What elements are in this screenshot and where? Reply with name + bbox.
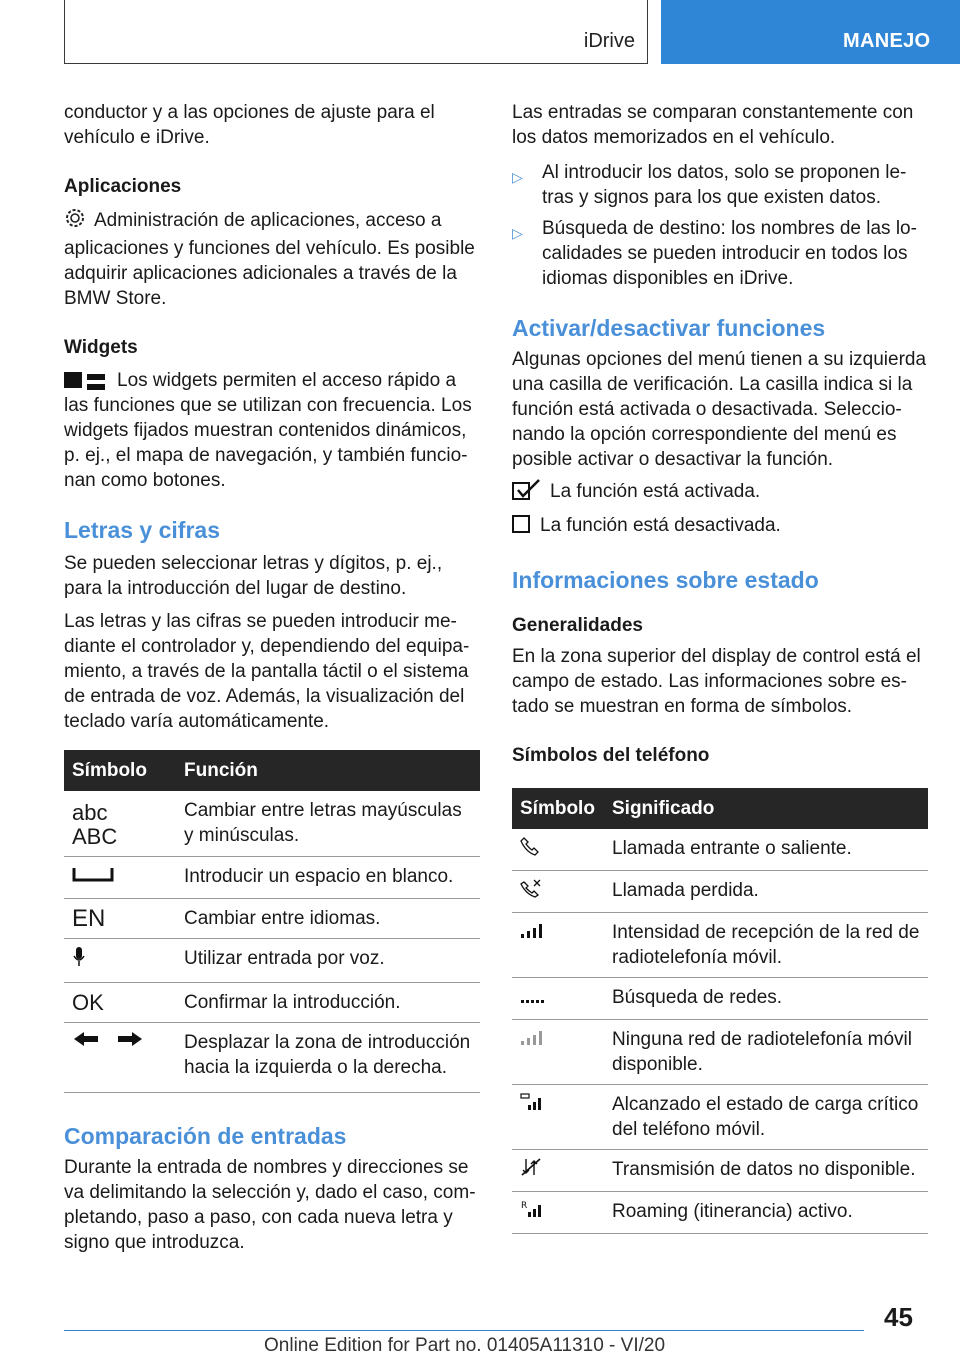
- table-row: [64, 899, 480, 939]
- table-row: [64, 857, 480, 899]
- table-cell: Ninguna red de radiotelefonía móvil disponible.: [604, 1020, 928, 1085]
- right-column: [512, 100, 928, 1234]
- microphone-icon: [64, 939, 176, 983]
- phone-symbols-table: [512, 788, 928, 1234]
- signal-strength-icon: [512, 913, 604, 978]
- footer-divider: [64, 1330, 864, 1331]
- table-row: [64, 791, 480, 857]
- table-row: [512, 913, 928, 978]
- phone-call-icon: [512, 829, 604, 871]
- letters-paragraph-2: Las letras y las cifras se pueden introducir mediante el controlador y, dependiendo del equipamiento, a través de la pantalla táctil o el sistema de entrada de voz. Además, la visualización del teclado varía automáticamente.: [64, 611, 470, 732]
- unchecked-line: La función está desactivada.: [512, 513, 928, 541]
- triangle-bullet-icon: ▷: [512, 225, 523, 241]
- table-header-symbol: Símbolo: [512, 788, 604, 829]
- table-row: [512, 1085, 928, 1150]
- apps-heading: Aplicaciones: [64, 176, 182, 197]
- table-row: [512, 871, 928, 913]
- symbols-table: [64, 750, 480, 1093]
- arrows-left-right-icon: [64, 1023, 176, 1093]
- widgets-paragraph: Los widgets permiten el acceso rápido a las funciones que se utilizan con frecuencia. Los widgets fijados muestran contenidos dinámicos, p. ej., el mapa de navegación, y también funcionan como botones.: [64, 370, 472, 491]
- header-chapter-title: MANEJO: [843, 30, 931, 52]
- left-column: [64, 100, 480, 1255]
- activate-paragraph: Algunas opciones del menú tienen a su izquierda una casilla de verificación. La casilla indica si la función está activada o desactivada. Seleccionando la opción correspondiente del menú es posible activar o desactivar la función.: [512, 349, 927, 470]
- no-network-icon: [512, 1020, 604, 1085]
- general-heading: Generalidades: [512, 615, 643, 636]
- header-section-title: iDrive: [583, 30, 635, 52]
- language-icon: EN: [64, 899, 176, 939]
- list-item: ▷ Al introducir los datos, solo se proponen letras y signos para los que existen datos.: [512, 162, 907, 208]
- table-row: [512, 978, 928, 1020]
- page-number: 45: [884, 1302, 913, 1332]
- table-cell: Cambiar entre idiomas.: [176, 899, 480, 939]
- table-row: [64, 1023, 480, 1093]
- table-header-function: Función: [176, 750, 480, 791]
- table-row: [64, 939, 480, 983]
- checkbox-checked-icon: [512, 478, 542, 507]
- widgets-icon: [64, 370, 117, 391]
- space-icon: [64, 857, 176, 899]
- status-heading: Informaciones sobre estado: [512, 567, 819, 593]
- table-cell: Utilizar entrada por voz.: [176, 939, 480, 983]
- general-paragraph: En la zona superior del display de control está el campo de estado. Las informaciones sobre estado se muestran en forma de símbolos.: [512, 646, 921, 717]
- compare-heading: Comparación de entradas: [64, 1123, 347, 1149]
- table-header-symbol: Símbolo: [64, 750, 176, 791]
- no-data-transmission-icon: [512, 1150, 604, 1192]
- letters-paragraph-1: Se pueden seleccionar letras y dígitos, p. ej., para la introducción del lugar de destino.: [64, 553, 443, 599]
- compare-paragraph: Durante la entrada de nombres y direcciones se va delimitando la selección y, dado el caso, completando, paso a paso, con cada nueva letra y signo que introduzca.: [64, 1157, 476, 1253]
- table-header-meaning: Significado: [604, 788, 928, 829]
- table-cell: Búsqueda de redes.: [604, 978, 928, 1020]
- triangle-bullet-icon: ▷: [512, 169, 523, 185]
- table-row: [512, 829, 928, 871]
- phone-symbols-heading: Símbolos del teléfono: [512, 745, 710, 766]
- table-cell: Llamada perdida.: [604, 871, 928, 913]
- table-cell: Intensidad de recepción de la red de radiotelefonía móvil.: [604, 913, 928, 978]
- activate-heading: Activar/desactivar funciones: [512, 315, 826, 341]
- letters-heading: Letras y cifras: [64, 517, 220, 543]
- header-section-box: [64, 0, 648, 64]
- list-item: ▷ Búsqueda de destino: los nombres de las localidades se pueden introducir en todos los idiomas disponibles en iDrive.: [512, 218, 917, 289]
- network-search-icon: [512, 978, 604, 1020]
- table-cell: Introducir un espacio en blanco.: [176, 857, 480, 899]
- roaming-icon: [512, 1192, 604, 1234]
- table-cell: Llamada entrante o saliente.: [604, 829, 928, 871]
- checkbox-unchecked-icon: [512, 514, 532, 541]
- gear-icon: [64, 207, 86, 236]
- table-cell: Confirmar la introducción.: [176, 983, 480, 1023]
- table-cell: Alcanzado el estado de carga crítico del teléfono móvil.: [604, 1085, 928, 1150]
- low-battery-icon: [512, 1085, 604, 1150]
- widgets-heading: Widgets: [64, 337, 138, 358]
- header-chapter-tab: [661, 0, 960, 64]
- table-cell: Desplazar la zona de introducción hacia la izquierda o la derecha.: [176, 1023, 480, 1093]
- missed-call-icon: [512, 871, 604, 913]
- compare-continued-paragraph: Las entradas se comparan constantemente con los datos memorizados en el vehículo.: [512, 102, 914, 148]
- footer-edition: Online Edition for Part no. 01405A11310 - VI/20: [264, 1335, 666, 1356]
- apps-paragraph: Administración de aplicaciones, acceso a aplicaciones y funciones del vehículo. Es posible adquirir aplicaciones adicionales a través de la BMW Store.: [64, 207, 480, 311]
- table-row: [512, 1150, 928, 1192]
- table-cell: Transmisión de datos no disponible.: [604, 1150, 928, 1192]
- confirm-icon: OK: [64, 983, 176, 1023]
- intro-paragraph: conductor y a las opciones de ajuste para el vehículo e iDrive.: [64, 102, 435, 148]
- checked-line: La función está activada.: [512, 478, 928, 507]
- table-row: [512, 1020, 928, 1085]
- table-cell: Roaming (itinerancia) activo.: [604, 1192, 928, 1234]
- case-switch-icon: abc ABC: [64, 791, 176, 857]
- table-row: [64, 983, 480, 1023]
- table-row: [512, 1192, 928, 1234]
- svg-text:R: R: [521, 1201, 528, 1211]
- table-cell: Cambiar entre letras mayúsculas y minúsculas.: [176, 791, 480, 857]
